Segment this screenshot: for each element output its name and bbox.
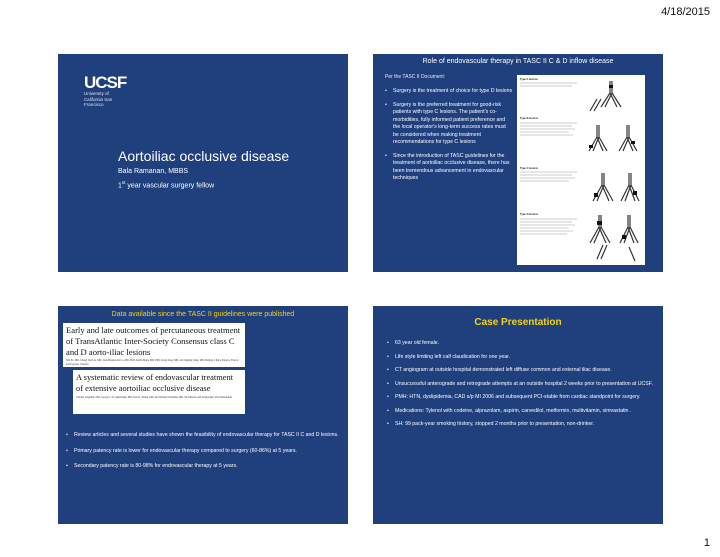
slide-heading: Role of endovascular therapy in TASC II C & D inflow disease [422, 58, 614, 65]
author-position [118, 177, 214, 191]
bullet-item: • Surgery is the preferred treatment for good-risk patients with type C lesions. The patient's co-morbidities, fully informed patient preference and the local operator's long-term success rates must be considered when making treatment recommendations for type C lesions [385, 102, 513, 147]
page-number: 1 [703, 537, 710, 549]
type-b-label: Type B lesions [520, 117, 539, 120]
bullet-item: • Primary patency rate is lower for endovascular therapy compared to surgery (60-86%) at 5 years. [66, 448, 342, 456]
type-c-label: Type C lesions [520, 167, 539, 170]
bullet-item: • Surgery is the treatment of choice for type D lesions [385, 88, 513, 96]
bullet-item: • PMH: HTN, dyslipidemia, CAD s/p MI 2006 and subsequent PCI-stable from cardiac standpoint for surgery. [387, 394, 655, 402]
bullet-item: • CT angiogram at outside hospital demonstrated left diffuse common and external iliac disease. [387, 367, 655, 375]
bullet-item: • Since the introduction of TASC guidelines for the treatment of aortoiliac occlusive disease, there has been tremendous advancement in endovascular techniques [385, 153, 513, 183]
author-name: Bala Ramanan, MBBS [118, 168, 189, 175]
type-d-label: Type D lesions [520, 213, 539, 216]
fellow-role: year vascular surgery fellow [125, 182, 215, 190]
citation-card [73, 370, 245, 414]
tasc-classification-figure [517, 75, 645, 265]
fellow-year-suffix: st [121, 180, 126, 185]
tasc-intro: Per the TASC II Document: [385, 74, 446, 80]
logo-subtitle: University of California San Francisco [84, 91, 113, 107]
author-block [118, 166, 214, 191]
fellow-year: 1 [118, 182, 122, 190]
aortoiliac-diagrams [517, 75, 645, 265]
slide-case-presentation [373, 306, 663, 524]
citation-title: A systematic review of endovascular treatment of extensive aortoiliac occlusive disease [76, 373, 233, 393]
logo-text: UCSF [84, 73, 127, 92]
date-header: 4/18/2015 [661, 6, 710, 18]
bullet-item: • 63 year old female. [387, 340, 655, 348]
bullet-item: • SH: 99 pack-year smoking history, stopped 2 months prior to presentation, non-drinker. [387, 421, 655, 429]
bullet-item: • Medications: Tylenol with codeine, alprazolam, aspirin, carvedilol, metformin, multivitamin, simvastatin . [387, 408, 655, 416]
slide-heading: Case Presentation [474, 317, 562, 328]
citation-authors: Vincent Jongkind, MD, George J. M. Akkersdijk, MD, Kak K. Yeung, MD, and Willem Wisselink, MD, Woodhaven and Amsterdam, The Netherlands [76, 396, 233, 399]
presentation-title: Aortoiliac occlusive disease [118, 148, 290, 164]
slide-tasc-data [58, 306, 348, 524]
bullet-item: • Review articles and several studies have shown the feasibility of endovascular therapy for TASC II C and D lesions. [66, 432, 342, 440]
bullet-item: • Secondary patency rate is 80-98% for endovascular therapy at 5 years. [66, 463, 342, 471]
bullet-item: • Life style limiting left calf claudication for one year. [387, 354, 655, 362]
ucsf-logo [84, 74, 126, 108]
bullet-item: • Unsuccessful anterograde and retrograde attempts at an outside hospital 2 weeks prior to presentation at UCSF. [387, 381, 655, 389]
citation-title: Early and late outcomes of percutaneous treatment of TransAtlantic Inter-Society Consensus class C and D aorto-iliac lesions [66, 325, 241, 357]
case-bullet-list [387, 340, 655, 435]
tasc-bullet-list [385, 88, 513, 189]
slide-endovascular-role [373, 54, 663, 272]
findings-bullet-list [66, 432, 342, 479]
citation-authors: Wei Ye, MD, Cheng Wei Liu, MD, Jean-Baptiste Ricco, MD, PhD, Kevin Mani, MD, PhD, Rong Zeng, MD, and Jingjing Jiang, MD, Beijing, China; Poitiers, France; and Uppsala, Sweden [66, 359, 239, 366]
citation-card [63, 323, 245, 367]
slide-title [58, 54, 348, 272]
type-a-label: Type A lesions [520, 78, 538, 81]
slide-heading: Data available since the TASC II guidelines were published [111, 311, 295, 318]
